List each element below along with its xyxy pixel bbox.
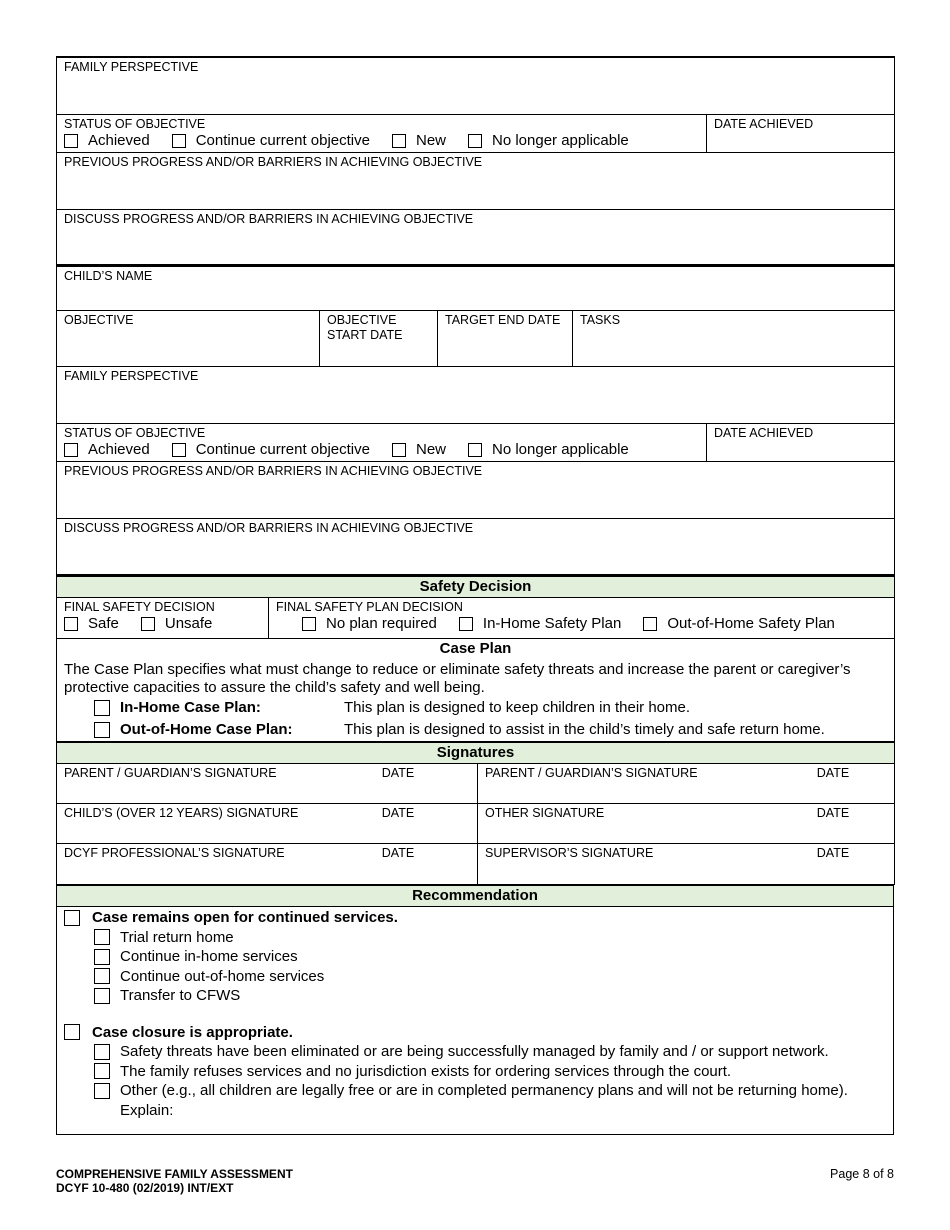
final-safety-decision-field [57, 597, 269, 638]
checkbox[interactable] [392, 134, 406, 148]
checkbox[interactable] [141, 617, 155, 631]
case-plan-heading: Case Plan [57, 638, 895, 659]
form-page [56, 56, 894, 1135]
option-unsafe[interactable]: Unsafe [141, 615, 213, 633]
status-options [64, 132, 699, 150]
page-number: Page 8 of 8 [830, 1167, 894, 1181]
objective-field[interactable] [57, 311, 320, 367]
safety-decision-section [56, 576, 895, 743]
option-trial-return-home[interactable]: Trial return home [64, 928, 886, 948]
safety-decision-heading: Safety Decision [57, 576, 895, 597]
discuss-progress-field[interactable] [57, 519, 895, 575]
case-plan-body [57, 659, 895, 742]
status-option-achieved[interactable]: Achieved [64, 441, 150, 459]
checkbox[interactable] [392, 443, 406, 457]
date-achieved-label: DATE ACHIEVED [714, 116, 814, 131]
objective-block-2 [56, 266, 895, 576]
final-safety-decision-label: FINAL SAFETY DECISION [64, 599, 215, 614]
signatures-heading: Signatures [57, 743, 895, 764]
checkbox[interactable] [643, 617, 657, 631]
checkbox[interactable] [459, 617, 473, 631]
signature-field[interactable]: DCYF PROFESSIONAL’S SIGNATURE DATE [57, 844, 478, 885]
option-other[interactable]: Other (e.g., all children are legally free or are in completed permanency plans and will not be returning home). [64, 1081, 886, 1101]
checkbox[interactable] [94, 1063, 110, 1079]
checkbox[interactable] [94, 949, 110, 965]
checkbox[interactable] [94, 988, 110, 1004]
option-out-of-home-safety-plan[interactable]: Out-of-Home Safety Plan [643, 615, 835, 633]
family-perspective-field[interactable] [57, 57, 895, 114]
previous-progress-field[interactable] [57, 152, 895, 209]
checkbox[interactable] [94, 929, 110, 945]
checkbox[interactable] [468, 443, 482, 457]
option-transfer-to-cfws[interactable]: Transfer to CFWS [64, 986, 886, 1006]
out-of-home-case-plan-option[interactable]: Out-of-Home Case Plan: This plan is designed to assist in the child’s timely and safe return home. [64, 721, 887, 739]
discuss-progress-field[interactable] [57, 209, 895, 265]
status-option-continue[interactable]: Continue current objective [172, 441, 370, 459]
status-option-new[interactable]: New [392, 132, 446, 150]
objective-label: OBJECTIVE [64, 313, 134, 327]
footer-form-info [56, 1167, 293, 1195]
case-plan-description: The Case Plan specifies what must change to reduce or eliminate safety threats and increase the parent or caregiver’s protective capacities to assure the child’s safety and well being. [64, 660, 851, 696]
childs-name-field[interactable] [57, 267, 895, 311]
final-safety-plan-decision-field [269, 597, 895, 638]
family-perspective-label: FAMILY PERSPECTIVE [64, 369, 199, 383]
tasks-field[interactable] [573, 311, 895, 367]
status-of-objective-label: STATUS OF OBJECTIVE [64, 116, 206, 131]
family-perspective-label: FAMILY PERSPECTIVE [64, 60, 199, 74]
checkbox[interactable] [64, 443, 78, 457]
date-achieved-field[interactable] [707, 424, 895, 462]
objective-start-date-field[interactable] [320, 311, 438, 367]
previous-progress-label: PREVIOUS PROGRESS AND/OR BARRIERS IN ACHIEVING OBJECTIVE [64, 154, 483, 169]
objective-block-1 [56, 56, 895, 266]
checkbox[interactable] [172, 134, 186, 148]
target-end-date-field[interactable] [438, 311, 573, 367]
status-option-new[interactable]: New [392, 441, 446, 459]
form-number: DCYF 10-480 (02/2019) INT/EXT [56, 1181, 234, 1195]
checkbox[interactable] [302, 617, 316, 631]
in-home-case-plan-option[interactable]: In-Home Case Plan: This plan is designed to keep children in their home. [64, 699, 887, 717]
signatures-section [56, 742, 895, 885]
status-options [64, 441, 699, 459]
signature-field[interactable]: PARENT / GUARDIAN’S SIGNATURE DATE [478, 764, 895, 804]
recommendation-heading: Recommendation [57, 886, 894, 907]
checkbox[interactable] [172, 443, 186, 457]
status-of-objective-field [57, 114, 707, 152]
previous-progress-field[interactable] [57, 462, 895, 519]
option-in-home-safety-plan[interactable]: In-Home Safety Plan [459, 615, 621, 633]
checkbox[interactable] [64, 134, 78, 148]
childs-name-label: CHILD’S NAME [64, 269, 153, 283]
option-continue-in-home[interactable]: Continue in-home services [64, 947, 886, 967]
option-family-refuses-services[interactable]: The family refuses services and no jurisdiction exists for ordering services through the court. [64, 1062, 886, 1082]
option-continue-out-of-home[interactable]: Continue out-of-home services [64, 967, 886, 987]
signature-field[interactable]: SUPERVISOR’S SIGNATURE DATE [478, 844, 895, 885]
previous-progress-label: PREVIOUS PROGRESS AND/OR BARRIERS IN ACHIEVING OBJECTIVE [64, 464, 483, 478]
checkbox[interactable] [64, 1024, 80, 1040]
family-perspective-field[interactable] [57, 367, 895, 424]
option-safe[interactable]: Safe [64, 615, 119, 633]
checkbox[interactable] [468, 134, 482, 148]
status-option-no-longer-applicable[interactable]: No longer applicable [468, 441, 629, 459]
target-end-date-label: TARGET END DATE [445, 313, 561, 327]
case-closure-option[interactable]: Case closure is appropriate. [64, 1023, 886, 1043]
date-achieved-label: DATE ACHIEVED [714, 426, 814, 440]
status-of-objective-label: STATUS OF OBJECTIVE [64, 426, 206, 440]
signature-field[interactable]: PARENT / GUARDIAN’S SIGNATURE DATE [57, 764, 478, 804]
discuss-progress-label: DISCUSS PROGRESS AND/OR BARRIERS IN ACHIEVING OBJECTIVE [64, 521, 474, 535]
checkbox[interactable] [94, 968, 110, 984]
discuss-progress-label: DISCUSS PROGRESS AND/OR BARRIERS IN ACHIEVING OBJECTIVE [64, 211, 474, 226]
checkbox[interactable] [94, 700, 110, 716]
case-remains-open-option[interactable]: Case remains open for continued services. [64, 908, 886, 928]
status-option-achieved[interactable]: Achieved [64, 132, 150, 150]
option-safety-threats-eliminated[interactable]: Safety threats have been eliminated or are being successfully managed by family and / or support network. [64, 1042, 886, 1062]
date-achieved-field[interactable] [707, 114, 895, 152]
tasks-label: TASKS [580, 313, 621, 327]
objective-start-date-label: OBJECTIVE START DATE [327, 313, 403, 342]
signature-field[interactable]: OTHER SIGNATURE DATE [478, 804, 895, 844]
checkbox[interactable] [94, 1083, 110, 1099]
option-no-plan-required[interactable]: No plan required [302, 615, 437, 633]
final-safety-plan-decision-label: FINAL SAFETY PLAN DECISION [276, 599, 463, 614]
recommendation-section [56, 885, 894, 1135]
checkbox[interactable] [94, 1044, 110, 1060]
signature-field[interactable]: CHILD’S (OVER 12 YEARS) SIGNATURE DATE [57, 804, 478, 844]
status-of-objective-field [57, 424, 707, 462]
status-option-continue[interactable]: Continue current objective [172, 132, 370, 150]
checkbox[interactable] [64, 910, 80, 926]
status-option-no-longer-applicable[interactable]: No longer applicable [468, 132, 629, 150]
checkbox[interactable] [94, 722, 110, 738]
explain-field[interactable]: Explain: [120, 1101, 174, 1119]
checkbox[interactable] [64, 617, 78, 631]
form-title: COMPREHENSIVE FAMILY ASSESSMENT [56, 1167, 293, 1181]
recommendation-body [57, 907, 894, 1135]
